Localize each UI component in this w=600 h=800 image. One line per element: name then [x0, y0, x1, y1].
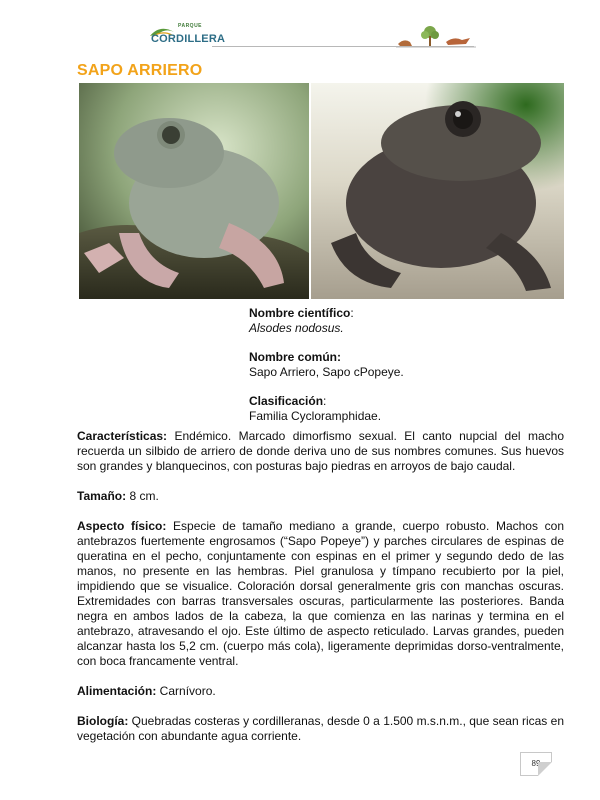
characteristics-label: Características: — [77, 429, 168, 443]
size-label: Tamaño: — [77, 489, 127, 503]
appearance-paragraph — [77, 519, 564, 669]
biology-paragraph — [77, 714, 564, 744]
common-name-value: Sapo Arriero, Sapo cPopeye. — [249, 365, 404, 379]
scientific-name-block — [249, 306, 549, 336]
toad-photo-left — [79, 83, 309, 299]
animals-tree-icon — [396, 24, 476, 50]
toad-photo-right — [311, 83, 564, 299]
classification-colon: : — [323, 394, 327, 408]
biology-text: Quebradas costeras y cordilleranas, desde 0 a 1.500 m.s.n.m., que sean ricas en vegetación con abundante agua corriente. — [77, 714, 564, 743]
diet-label: Alimentación: — [77, 684, 157, 698]
classification-value: Familia Cycloramphidae. — [249, 409, 382, 423]
logo-text: CORDILLERA — [151, 33, 226, 45]
logo-small-text: PARQUE — [178, 23, 203, 29]
characteristics-paragraph — [77, 429, 564, 474]
common-name-label: Nombre común: — [249, 350, 342, 364]
characteristics-text: Endémico. Marcado dimorfismo sexual. El canto nupcial del macho recuerda un silbido de arriero de donde deriva uno de sus nombres comunes. Sus huevos son grandes y blanquecinos, con posturas bajo piedras en arroyos de bajo caudal. — [77, 429, 564, 473]
page-fold-corner — [538, 762, 552, 776]
scientific-name-colon: : — [350, 306, 354, 320]
species-metadata — [249, 306, 549, 438]
classification-label: Clasificación — [249, 394, 324, 408]
size-paragraph — [77, 489, 564, 504]
appearance-label: Aspecto físico: — [77, 519, 167, 533]
page-number: 89 — [531, 759, 541, 768]
size-text: 8 cm. — [126, 489, 159, 503]
page-title: SAPO ARRIERO — [77, 62, 203, 79]
common-name-block — [249, 350, 549, 380]
scientific-name-label: Nombre científico — [249, 306, 351, 320]
species-description — [77, 429, 564, 759]
classification-block — [249, 394, 549, 424]
page-number-box — [520, 752, 552, 776]
scientific-name-value: Alsodes nodosus. — [249, 321, 344, 335]
diet-paragraph — [77, 684, 564, 699]
biology-label: Biología: — [77, 714, 129, 728]
appearance-text: Especie de tamaño mediano a grande, cuerpo robusto. Machos con antebrazos fuertemente engrosamos (“Sapo Popeye”) y parches circulares de espinas de queratina en el pecho, conjuntamente con espinas en el primer y segundo dedo de las manos, no presente en las hembras. Piel granulosa y tímpano recubierto por la piel, impidiendo que se visualice. Coloración dorsal generalmente gris con manchas oscuras. Extremidades con barras transversales oscuras, particularmente las posteriores. Banda negra en ambos lados de la cabeza, la que comienza en las narinas y termina en el antebrazo, atravesando el ojo. Este último de aspecto reticulado. Larvas grandes, pueden alcanzar hasta los 5,2 cm. (cuerpo más cola), ligeramente deprimidas dorso-ventralmente, con boca francamente ventral. — [77, 519, 564, 668]
diet-text: Carnívoro. — [156, 684, 216, 698]
